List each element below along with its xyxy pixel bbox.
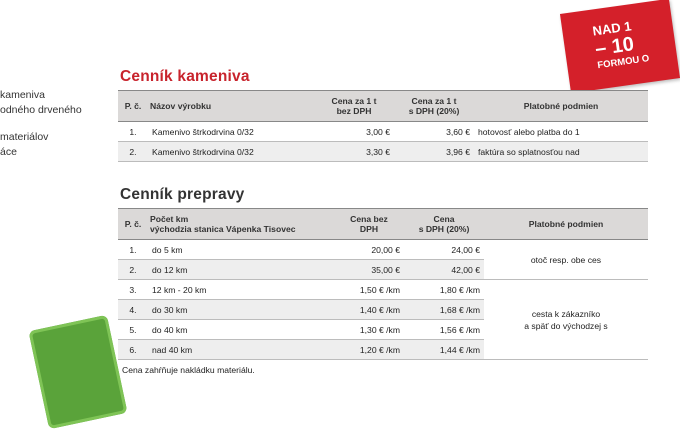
table-row: 6. nad 40 km 1,20 € /km 1,44 € /km — [118, 340, 648, 360]
sidebar-link-kameniva[interactable]: kameniva — [0, 89, 45, 101]
header-cena-bez: Cena za 1 t bez DPH — [314, 91, 394, 122]
table-header-row — [118, 91, 648, 122]
promo-badge — [560, 0, 680, 93]
sidebar-link-ace[interactable]: áce — [0, 146, 17, 158]
promo-line-1: NAD 1 — [591, 18, 633, 39]
header-cena-bez: Cena bez DPH — [334, 209, 404, 240]
header-pc: P. č. — [118, 209, 148, 240]
sidebar-menu — [0, 88, 110, 172]
header-nazov: Názov výrobku — [148, 91, 314, 122]
header-podmienky: Platobné podmien — [474, 91, 648, 122]
table-row: 2. do 12 km 35,00 € 42,00 € — [118, 260, 648, 280]
header-cena-s: Cena za 1 t s DPH (20%) — [394, 91, 474, 122]
header-cena-s: Cena s DPH (20%) — [404, 209, 484, 240]
table-row: 1. do 5 km 20,00 € 24,00 € otoč resp. obe ces — [118, 240, 648, 260]
table-row: 4. do 30 km 1,40 € /km 1,68 € /km — [118, 300, 648, 320]
price-footnote: Cena zahŕňuje nakládku materiálu. — [122, 364, 255, 375]
green-decoration — [28, 315, 127, 429]
cennik-kameniva-table — [118, 90, 648, 162]
header-pocet-km: Počet km východzia stanica Vápenka Tisovec — [148, 209, 334, 240]
sidebar-link-drveneho[interactable]: odného drveného — [0, 104, 82, 116]
cennik-prepravy-table — [118, 208, 648, 379]
promo-line-2: – 10 — [593, 33, 636, 61]
table-row: 3. 12 km - 20 km 1,50 € /km 1,80 € /km cesta k zákazníko a späť do východzej s — [118, 280, 648, 300]
cennik-kameniva-title: Cenník kameniva — [120, 68, 250, 85]
header-pc: P. č. — [118, 91, 148, 122]
cennik-prepravy-title: Cenník prepravy — [120, 186, 245, 203]
podmienka-note-2: cesta k zákazníko a späť do východzej s — [484, 280, 648, 360]
table-row: 1. Kamenivo štrkodrvina 0/32 3,00 € 3,60 € hotovosť alebo platba do 1 — [118, 122, 648, 142]
sidebar-link-materialov[interactable]: materiálov — [0, 131, 49, 143]
table-header-row — [118, 209, 648, 240]
table-row: 2. Kamenivo štrkodrvina 0/32 3,30 € 3,96 € faktúra so splatnosťou nad — [118, 142, 648, 162]
promo-line-3: FORMOU O — [596, 53, 651, 72]
podmienka-note-1: otoč resp. obe ces — [484, 240, 648, 280]
table-row: 5. do 40 km 1,30 € /km 1,56 € /km — [118, 320, 648, 340]
header-podmienky: Platobné podmien — [484, 209, 648, 240]
table-footer-row — [118, 360, 648, 380]
